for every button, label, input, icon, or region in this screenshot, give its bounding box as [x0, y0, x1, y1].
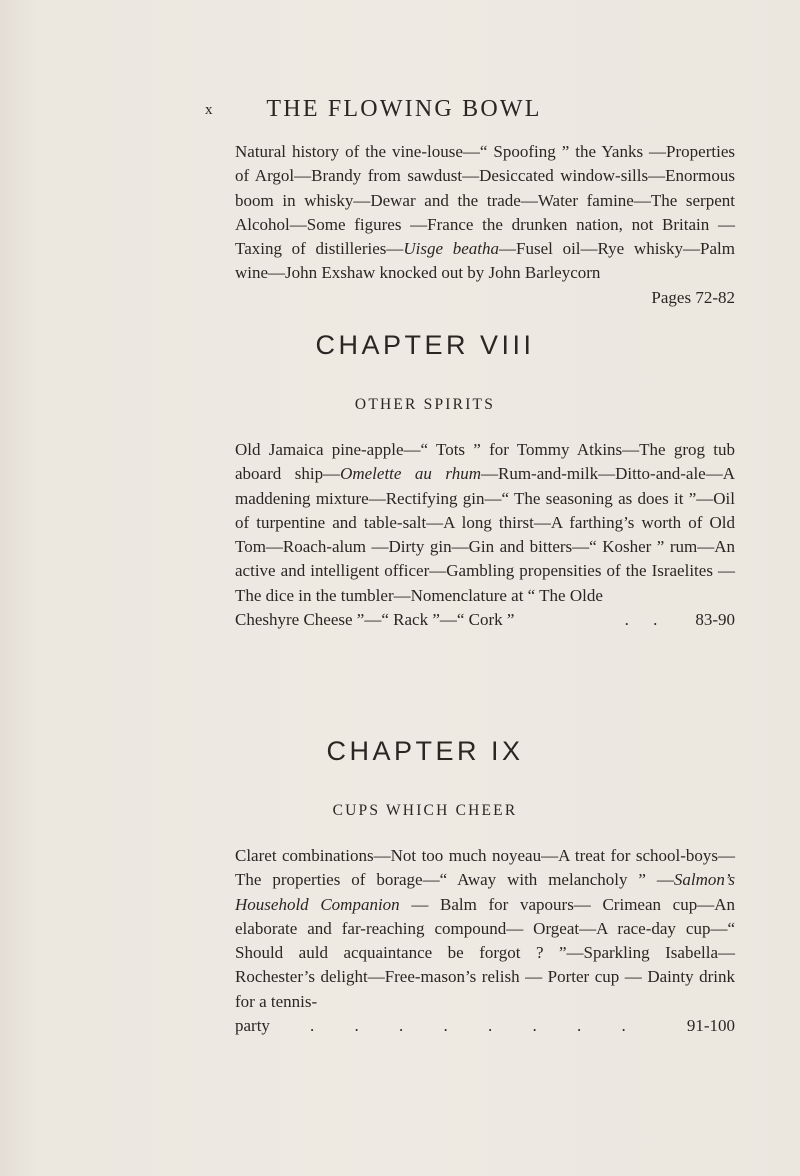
- chapter8-last-line: [235, 608, 735, 632]
- chapter7-summary: [235, 140, 735, 310]
- page-number: x: [205, 102, 214, 118]
- chapter7-summary-text: Natural history of the vine-louse—“ Spoofing ” the Yanks —Properties of Argol—Brandy from sawdust—Desiccated window-sills—Enormous boom in whisky—Dewar and the trade—Water famine—The serpent Alcohol—Some figures —France the drunken nation, not Britain — Taxing of distilleries—: [235, 142, 735, 259]
- chapter8-italic-phrase: Omelette au rhum: [340, 464, 481, 484]
- chapter9-summary-text: Claret combinations—Not too much noyeau—A treat for school-boys—The properties of borage—“ Away with melancholy ” —: [235, 846, 735, 890]
- chapter9-summary-text-after: — Balm for vapours— Crimean cup—An elaborate and far-reaching compound— Orgeat—A race-day cup—“ Should auld acquaintance be forgot ? ”—Sparkling Isabella—Rochester’s delight—Free-mason’s relish — Porter cup — Dainty drink for a tennis-: [235, 894, 735, 1011]
- chapter9-leaders: . . . . . . . .: [309, 1016, 644, 1036]
- running-head: [0, 96, 800, 126]
- chapter8-subtitle: OTHER SPIRITS: [354, 396, 496, 413]
- chapter8-summary-text-after: —Rum-and-milk—Ditto-and-ale—A maddening mixture—Rectifying gin—“ The seasoning as does it ”—Oil of turpentine and table-salt—A long thirst—A farthing’s worth of Old Tom—Roach-alum —Dirty gin—Gin and bitters—“ Kosher ” rum—An active and intelligent officer—Gambling propensities of the Israelites —The dice in the tumbler—Nomenclature at “ The Olde: [235, 464, 735, 605]
- chapter8-summary-text: Old Jamaica pine-apple—“ Tots ” for Tommy Atkins—The grog tub aboard ship—: [235, 440, 735, 484]
- chapter9-summary: [235, 844, 735, 1038]
- chapter9-italic-phrase: Salmon’s Household Companion: [235, 870, 735, 914]
- chapter8-last-line-text: Cheshyre Cheese ”—“ Rack ”—“ Cork ”: [235, 610, 515, 630]
- chapter7-summary-text-after: —Fusel oil—Rye whisky—Palm wine—John Exshaw knocked out by John Barleycorn: [235, 239, 735, 283]
- chapter9-last-line-text: party: [235, 1016, 270, 1036]
- chapter8-pages: 83-90: [695, 610, 735, 630]
- chapter9-pages: 91-100: [686, 1016, 735, 1036]
- chapter9-title: CHAPTER IX: [326, 736, 524, 766]
- chapter8-summary: [235, 438, 735, 632]
- chapter8-title: CHAPTER VIII: [315, 330, 535, 360]
- chapter9-last-line: [235, 1014, 735, 1038]
- chapter8-leaders: . .: [624, 610, 668, 630]
- chapter9-subtitle: CUPS WHICH CHEER: [332, 802, 518, 819]
- chapter7-italic-phrase: Uisge beatha: [403, 239, 500, 259]
- running-title: THE FLOWING BOWL: [266, 96, 542, 122]
- chapter7-pages: Pages 72-82: [651, 287, 735, 307]
